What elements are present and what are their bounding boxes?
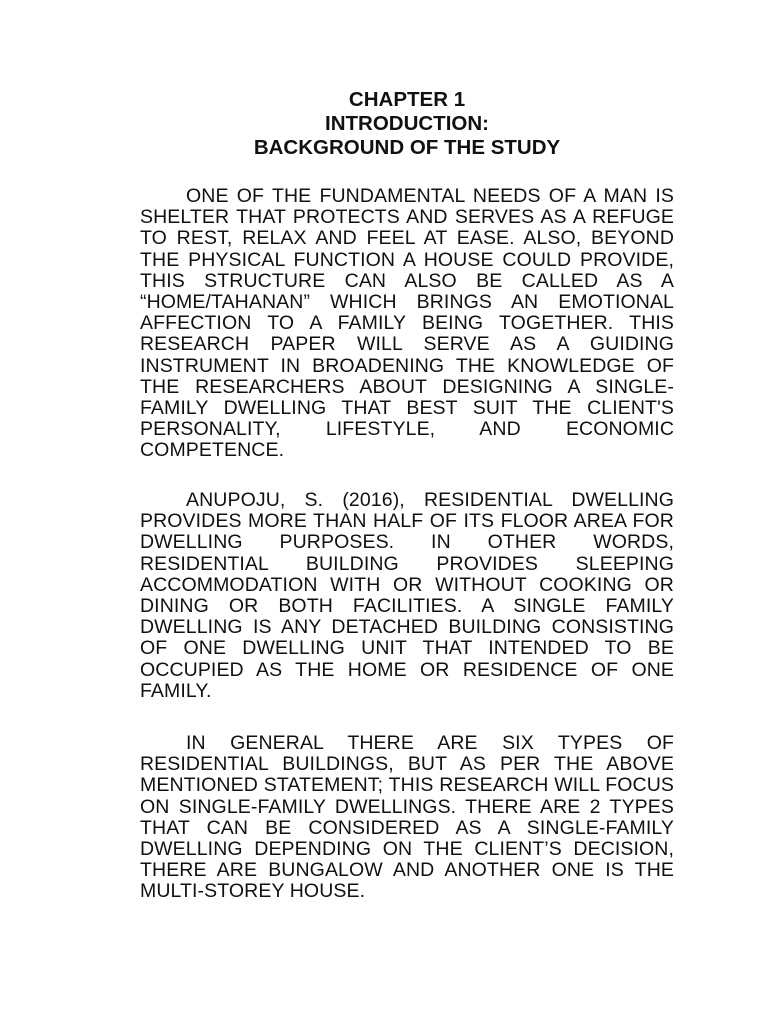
subsection-title: BACKGROUND OF THE STUDY (253, 136, 561, 159)
chapter-number: CHAPTER 1 (348, 88, 466, 111)
paragraph: ONE OF THE FUNDAMENTAL NEEDS OF A MAN IS SHELTER THAT PROTECTS AND SERVES AS A REFUGE TO REST, RELAX AND FEEL AT EASE. ALSO, BEYOND THE PHYSICAL FUNCTION A HOUSE COULD PROVIDE, THIS STRUCTURE CAN ALSO BE CALLED AS A “HOME/TAHANAN” WHICH BRINGS AN EMOTIONAL AFFECTION TO A FAMILY BEING TOGETHER. THIS RESEARCH PAPER WILL SERVE AS A GUIDING INSTRUMENT IN BROADENING THE KNOWLEDGE OF THE RESEARCHERS ABOUT DESIGNING A SINGLE-FAMILY DWELLING THAT BEST SUIT THE CLIENT'S PERSONALITY, LIFESTYLE, AND ECONOMIC COMPETENCE. (140, 185, 674, 462)
paragraph: ANUPOJU, S. (2016), RESIDENTIAL DWELLING PROVIDES MORE THAN HALF OF ITS FLOOR AREA FOR DWELLING PURPOSES. IN OTHER WORDS, RESIDENTIAL BUILDING PROVIDES SLEEPING ACCOMMODATION WITH OR WITHOUT COOKING OR DINING OR BOTH FACILITIES. A SINGLE FAMILY DWELLING IS ANY DETACHED BUILDING CONSISTING OF ONE DWELLING UNIT THAT INTENDED TO BE OCCUPIED AS THE HOME OR RESIDENCE OF ONE FAMILY. (140, 489, 674, 702)
paragraph: IN GENERAL THERE ARE SIX TYPES OF RESIDENTIAL BUILDINGS, BUT AS PER THE ABOVE MENTIONED STATEMENT; THIS RESEARCH WILL FOCUS ON SINGLE-FAMILY DWELLINGS. THERE ARE 2 TYPES THAT CAN BE CONSIDERED AS A SINGLE-FAMILY DWELLING DEPENDING ON THE CLIENT’S DECISION, THERE ARE BUNGALOW AND ANOTHER ONE IS THE MULTI-STOREY HOUSE. (140, 732, 674, 903)
section-title: INTRODUCTION: (325, 112, 489, 135)
chapter-heading (140, 88, 674, 160)
